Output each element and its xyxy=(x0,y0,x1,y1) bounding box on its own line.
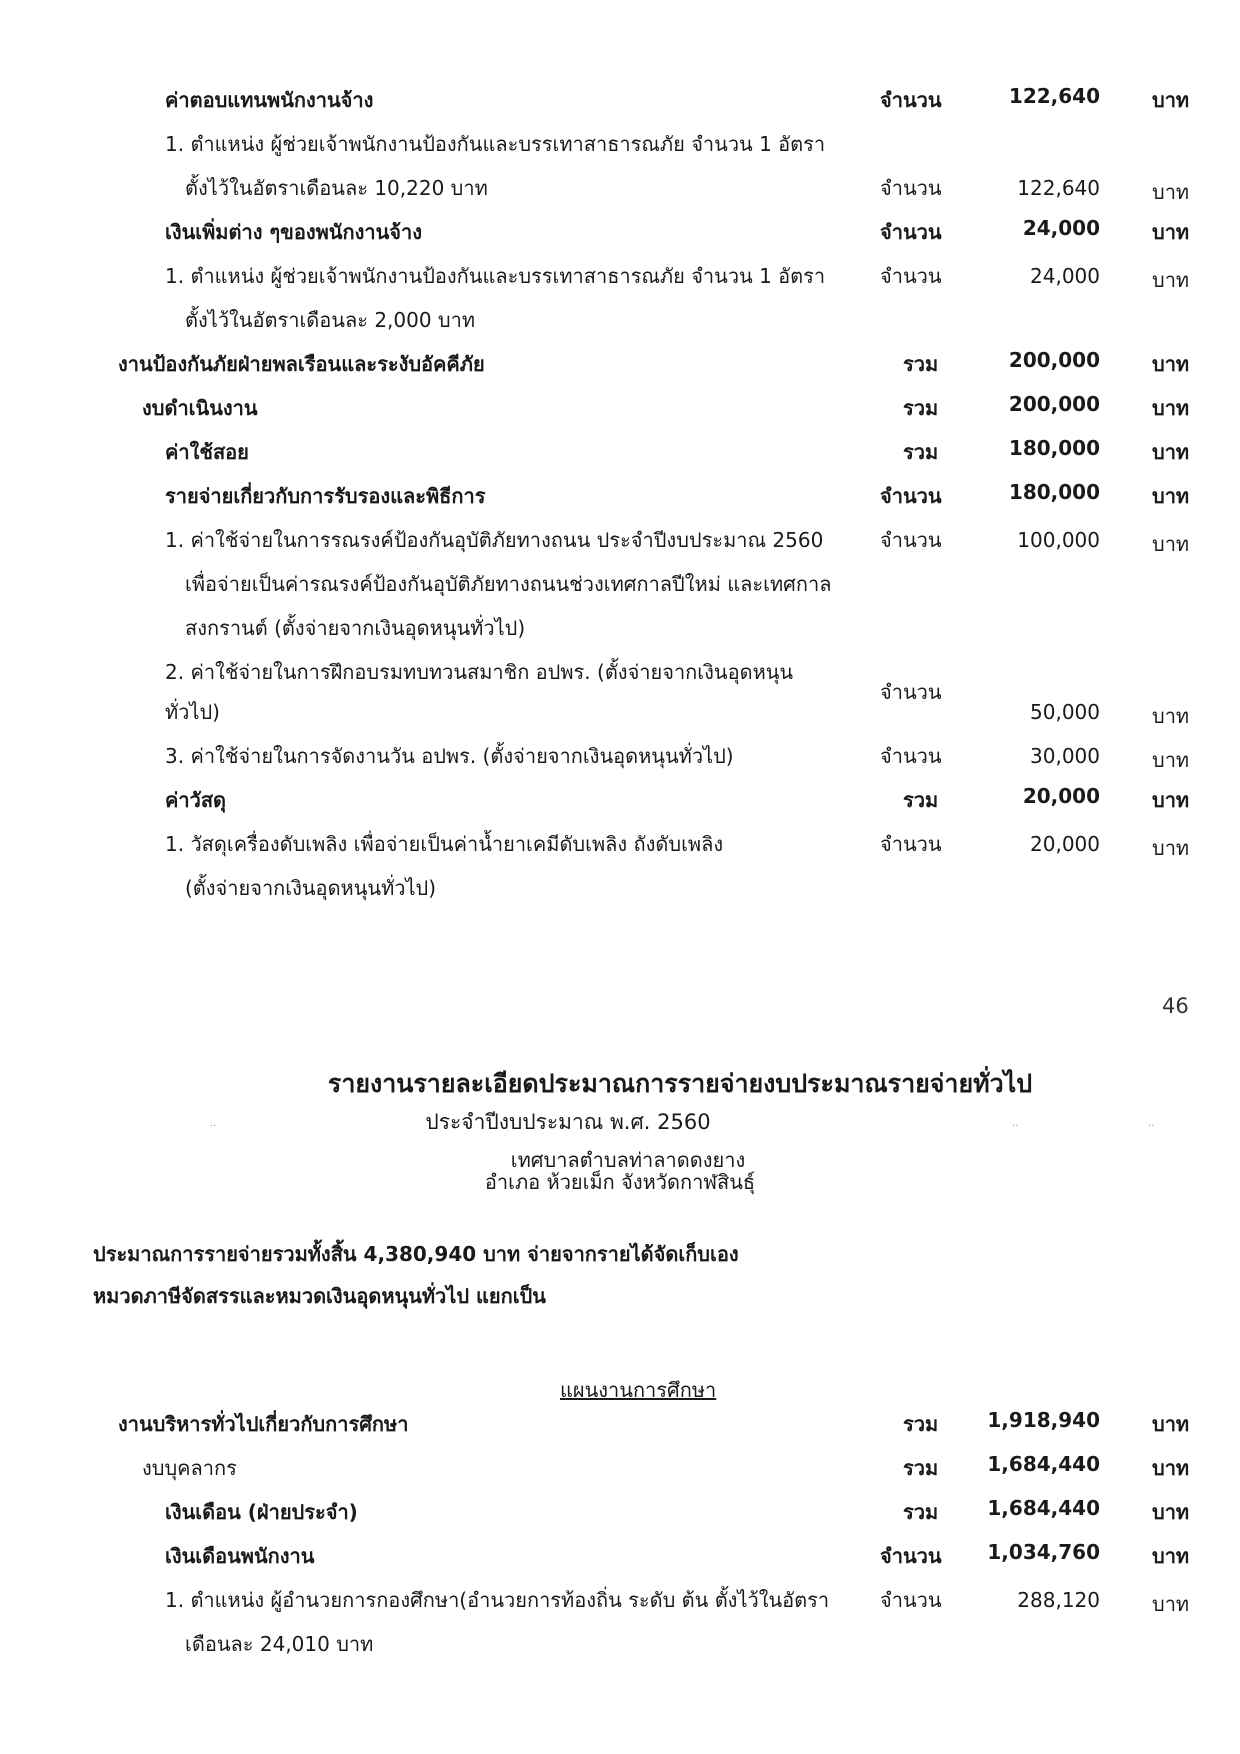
summary-line-2: หมวดภาษีจัดสรรและหมวดเงินอุดหนุนทั่วไป แยกเป็น xyxy=(93,1284,546,1308)
page-number: 46 xyxy=(1162,994,1189,1018)
row-unit: จำนวน xyxy=(880,176,942,200)
row-baht: บาท xyxy=(1152,836,1190,860)
row-baht: บาท xyxy=(1152,1592,1190,1616)
row-baht: บาท xyxy=(1152,396,1190,420)
row-amount: 20,000 xyxy=(1022,784,1100,808)
row-baht: บาท xyxy=(1152,1500,1190,1524)
row-label: 2. ค่าใช้จ่ายในการฝึกอบรมทบทวนสมาชิก อปพร. (ตั้งจ่ายจากเงินอุดหนุน xyxy=(165,660,794,684)
budget-row xyxy=(0,84,1240,124)
budget-row xyxy=(0,1584,1240,1624)
budget-row xyxy=(0,480,1240,520)
row-label: ค่าวัสดุ xyxy=(165,788,227,812)
row-label: 1. ตำแหน่ง ผู้ช่วยเจ้าพนักงานป้องกันและบรรเทาสาธารณภัย จำนวน 1 อัตรา xyxy=(165,264,826,288)
row-label: เพื่อจ่ายเป็นค่ารณรงค์ป้องกันอุบัติภัยทางถนนช่วงเทศกาลปีใหม่ และเทศกาล xyxy=(185,572,832,596)
decorative-dots: .. xyxy=(1148,1118,1155,1129)
row-baht: บาท xyxy=(1152,484,1190,508)
row-unit: จำนวน xyxy=(880,220,942,244)
row-unit: จำนวน xyxy=(880,88,942,112)
row-label: เงินเพิ่มต่าง ๆของพนักงานจ้าง xyxy=(165,220,422,244)
decorative-dots: .. xyxy=(1012,1118,1019,1129)
row-label: งานบริหารทั่วไปเกี่ยวกับการศึกษา xyxy=(118,1412,409,1436)
row-baht: บาท xyxy=(1152,1456,1190,1480)
row-label: งานป้องกันภัยฝ่ายพลเรือนและระงับอัคคีภัย xyxy=(118,352,485,376)
row-amount: 1,684,440 xyxy=(987,1496,1100,1520)
budget-row xyxy=(0,436,1240,476)
row-baht: บาท xyxy=(1152,352,1190,376)
row-unit: จำนวน xyxy=(880,680,942,704)
row-label: ทั่วไป) xyxy=(165,700,220,724)
row-baht: บาท xyxy=(1152,788,1190,812)
budget-row xyxy=(0,1496,1240,1536)
budget-row xyxy=(0,128,1240,168)
row-unit: รวม xyxy=(903,1456,939,1480)
row-label: ตั้งไว้ในอัตราเดือนละ 10,220 บาท xyxy=(185,176,488,200)
fiscal-year: ประจำปีงบประมาณ พ.ศ. 2560 xyxy=(425,1110,711,1134)
row-label: งบบุคลากร xyxy=(142,1456,237,1480)
row-amount: 122,640 xyxy=(1017,176,1100,200)
budget-row xyxy=(0,740,1240,780)
summary-line-1: ประมาณการรายจ่ายรวมทั้งสิ้น 4,380,940 บาท จ่ายจากรายได้จัดเก็บเอง xyxy=(93,1242,739,1266)
row-unit: รวม xyxy=(903,352,939,376)
row-baht: บาท xyxy=(1152,440,1190,464)
row-baht: บาท xyxy=(1152,1412,1190,1436)
row-baht: บาท xyxy=(1152,220,1190,244)
budget-row xyxy=(0,1408,1240,1448)
organization-name: เทศบาลตำบลท่าลาดดงยาง xyxy=(510,1148,746,1172)
row-label: งบดำเนินงาน xyxy=(142,396,258,420)
row-amount: 1,034,760 xyxy=(987,1540,1100,1564)
row-unit: จำนวน xyxy=(880,528,942,552)
row-amount: 200,000 xyxy=(1008,348,1100,372)
budget-row xyxy=(0,784,1240,824)
row-amount: 24,000 xyxy=(1022,216,1100,240)
row-unit: จำนวน xyxy=(880,744,942,768)
row-unit: รวม xyxy=(903,788,939,812)
row-baht: บาท xyxy=(1152,748,1190,772)
budget-row xyxy=(0,304,1240,344)
budget-row xyxy=(0,828,1240,868)
row-amount: 180,000 xyxy=(1008,436,1100,460)
budget-row xyxy=(0,260,1240,300)
row-baht: บาท xyxy=(1152,1544,1190,1568)
row-amount: 180,000 xyxy=(1008,480,1100,504)
row-amount: 200,000 xyxy=(1008,392,1100,416)
budget-row xyxy=(0,696,1240,736)
row-amount: 50,000 xyxy=(1030,700,1100,724)
row-unit: รวม xyxy=(903,396,939,420)
budget-row xyxy=(0,216,1240,256)
budget-row xyxy=(0,524,1240,564)
row-unit: จำนวน xyxy=(880,484,942,508)
row-unit: รวม xyxy=(903,440,939,464)
row-label: สงกรานต์ (ตั้งจ่ายจากเงินอุดหนุนทั่วไป) xyxy=(185,616,526,640)
row-amount: 24,000 xyxy=(1030,264,1100,288)
row-label: 1. วัสดุเครื่องดับเพลิง เพื่อจ่ายเป็นค่าน้ำยาเคมีดับเพลิง ถังดับเพลิง xyxy=(165,832,724,856)
row-label: รายจ่ายเกี่ยวกับการรับรองและพิธีการ xyxy=(165,484,486,508)
row-amount: 20,000 xyxy=(1030,832,1100,856)
budget-row xyxy=(0,392,1240,432)
budget-row xyxy=(0,568,1240,608)
budget-row xyxy=(0,348,1240,388)
row-unit: จำนวน xyxy=(880,264,942,288)
location: อำเภอ ห้วยเม็ก จังหวัดกาฬสินธุ์ xyxy=(484,1170,756,1194)
row-baht: บาท xyxy=(1152,704,1190,728)
row-baht: บาท xyxy=(1152,88,1190,112)
row-unit: จำนวน xyxy=(880,1588,942,1612)
row-unit: จำนวน xyxy=(880,1544,942,1568)
report-title: รายงานรายละเอียดประมาณการรายจ่ายงบประมาณรายจ่ายทั่วไป xyxy=(327,1069,1033,1098)
row-amount: 1,684,440 xyxy=(987,1452,1100,1476)
row-label: (ตั้งจ่ายจากเงินอุดหนุนทั่วไป) xyxy=(185,876,437,900)
row-label: ตั้งไว้ในอัตราเดือนละ 2,000 บาท xyxy=(185,308,476,332)
row-baht: บาท xyxy=(1152,180,1190,204)
row-amount: 30,000 xyxy=(1030,744,1100,768)
row-label: 1. ตำแหน่ง ผู้อำนวยการกองศึกษา(อำนวยการท้องถิ่น ระดับ ต้น ตั้งไว้ในอัตรา xyxy=(165,1588,830,1612)
budget-row xyxy=(0,1452,1240,1492)
row-amount: 122,640 xyxy=(1008,84,1100,108)
row-unit: รวม xyxy=(903,1412,939,1436)
row-label: ค่าใช้สอย xyxy=(165,440,249,464)
row-baht: บาท xyxy=(1152,532,1190,556)
row-label: เดือนละ 24,010 บาท xyxy=(185,1632,374,1656)
budget-row xyxy=(0,1540,1240,1580)
row-baht: บาท xyxy=(1152,268,1190,292)
row-unit: จำนวน xyxy=(880,832,942,856)
plan-title: แผนงานการศึกษา xyxy=(560,1378,717,1402)
decorative-dots: .. xyxy=(210,1118,217,1129)
budget-row xyxy=(0,172,1240,212)
row-amount: 288,120 xyxy=(1017,1588,1100,1612)
budget-row xyxy=(0,1628,1240,1668)
budget-row xyxy=(0,612,1240,652)
budget-row xyxy=(0,872,1240,912)
row-label: เงินเดือน (ฝ่ายประจำ) xyxy=(165,1500,358,1524)
row-unit: รวม xyxy=(903,1500,939,1524)
row-label: เงินเดือนพนักงาน xyxy=(165,1544,315,1568)
row-label: 1. ตำแหน่ง ผู้ช่วยเจ้าพนักงานป้องกันและบรรเทาสาธารณภัย จำนวน 1 อัตรา xyxy=(165,132,826,156)
row-amount: 100,000 xyxy=(1017,528,1100,552)
row-label: 3. ค่าใช้จ่ายในการจัดงานวัน อปพร. (ตั้งจ่ายจากเงินอุดหนุนทั่วไป) xyxy=(165,744,734,768)
row-amount: 1,918,940 xyxy=(987,1408,1100,1432)
row-label: 1. ค่าใช้จ่ายในการรณรงค์ป้องกันอุบัติภัยทางถนน ประจำปีงบประมาณ 2560 xyxy=(165,528,824,552)
row-label: ค่าตอบแทนพนักงานจ้าง xyxy=(165,88,374,112)
